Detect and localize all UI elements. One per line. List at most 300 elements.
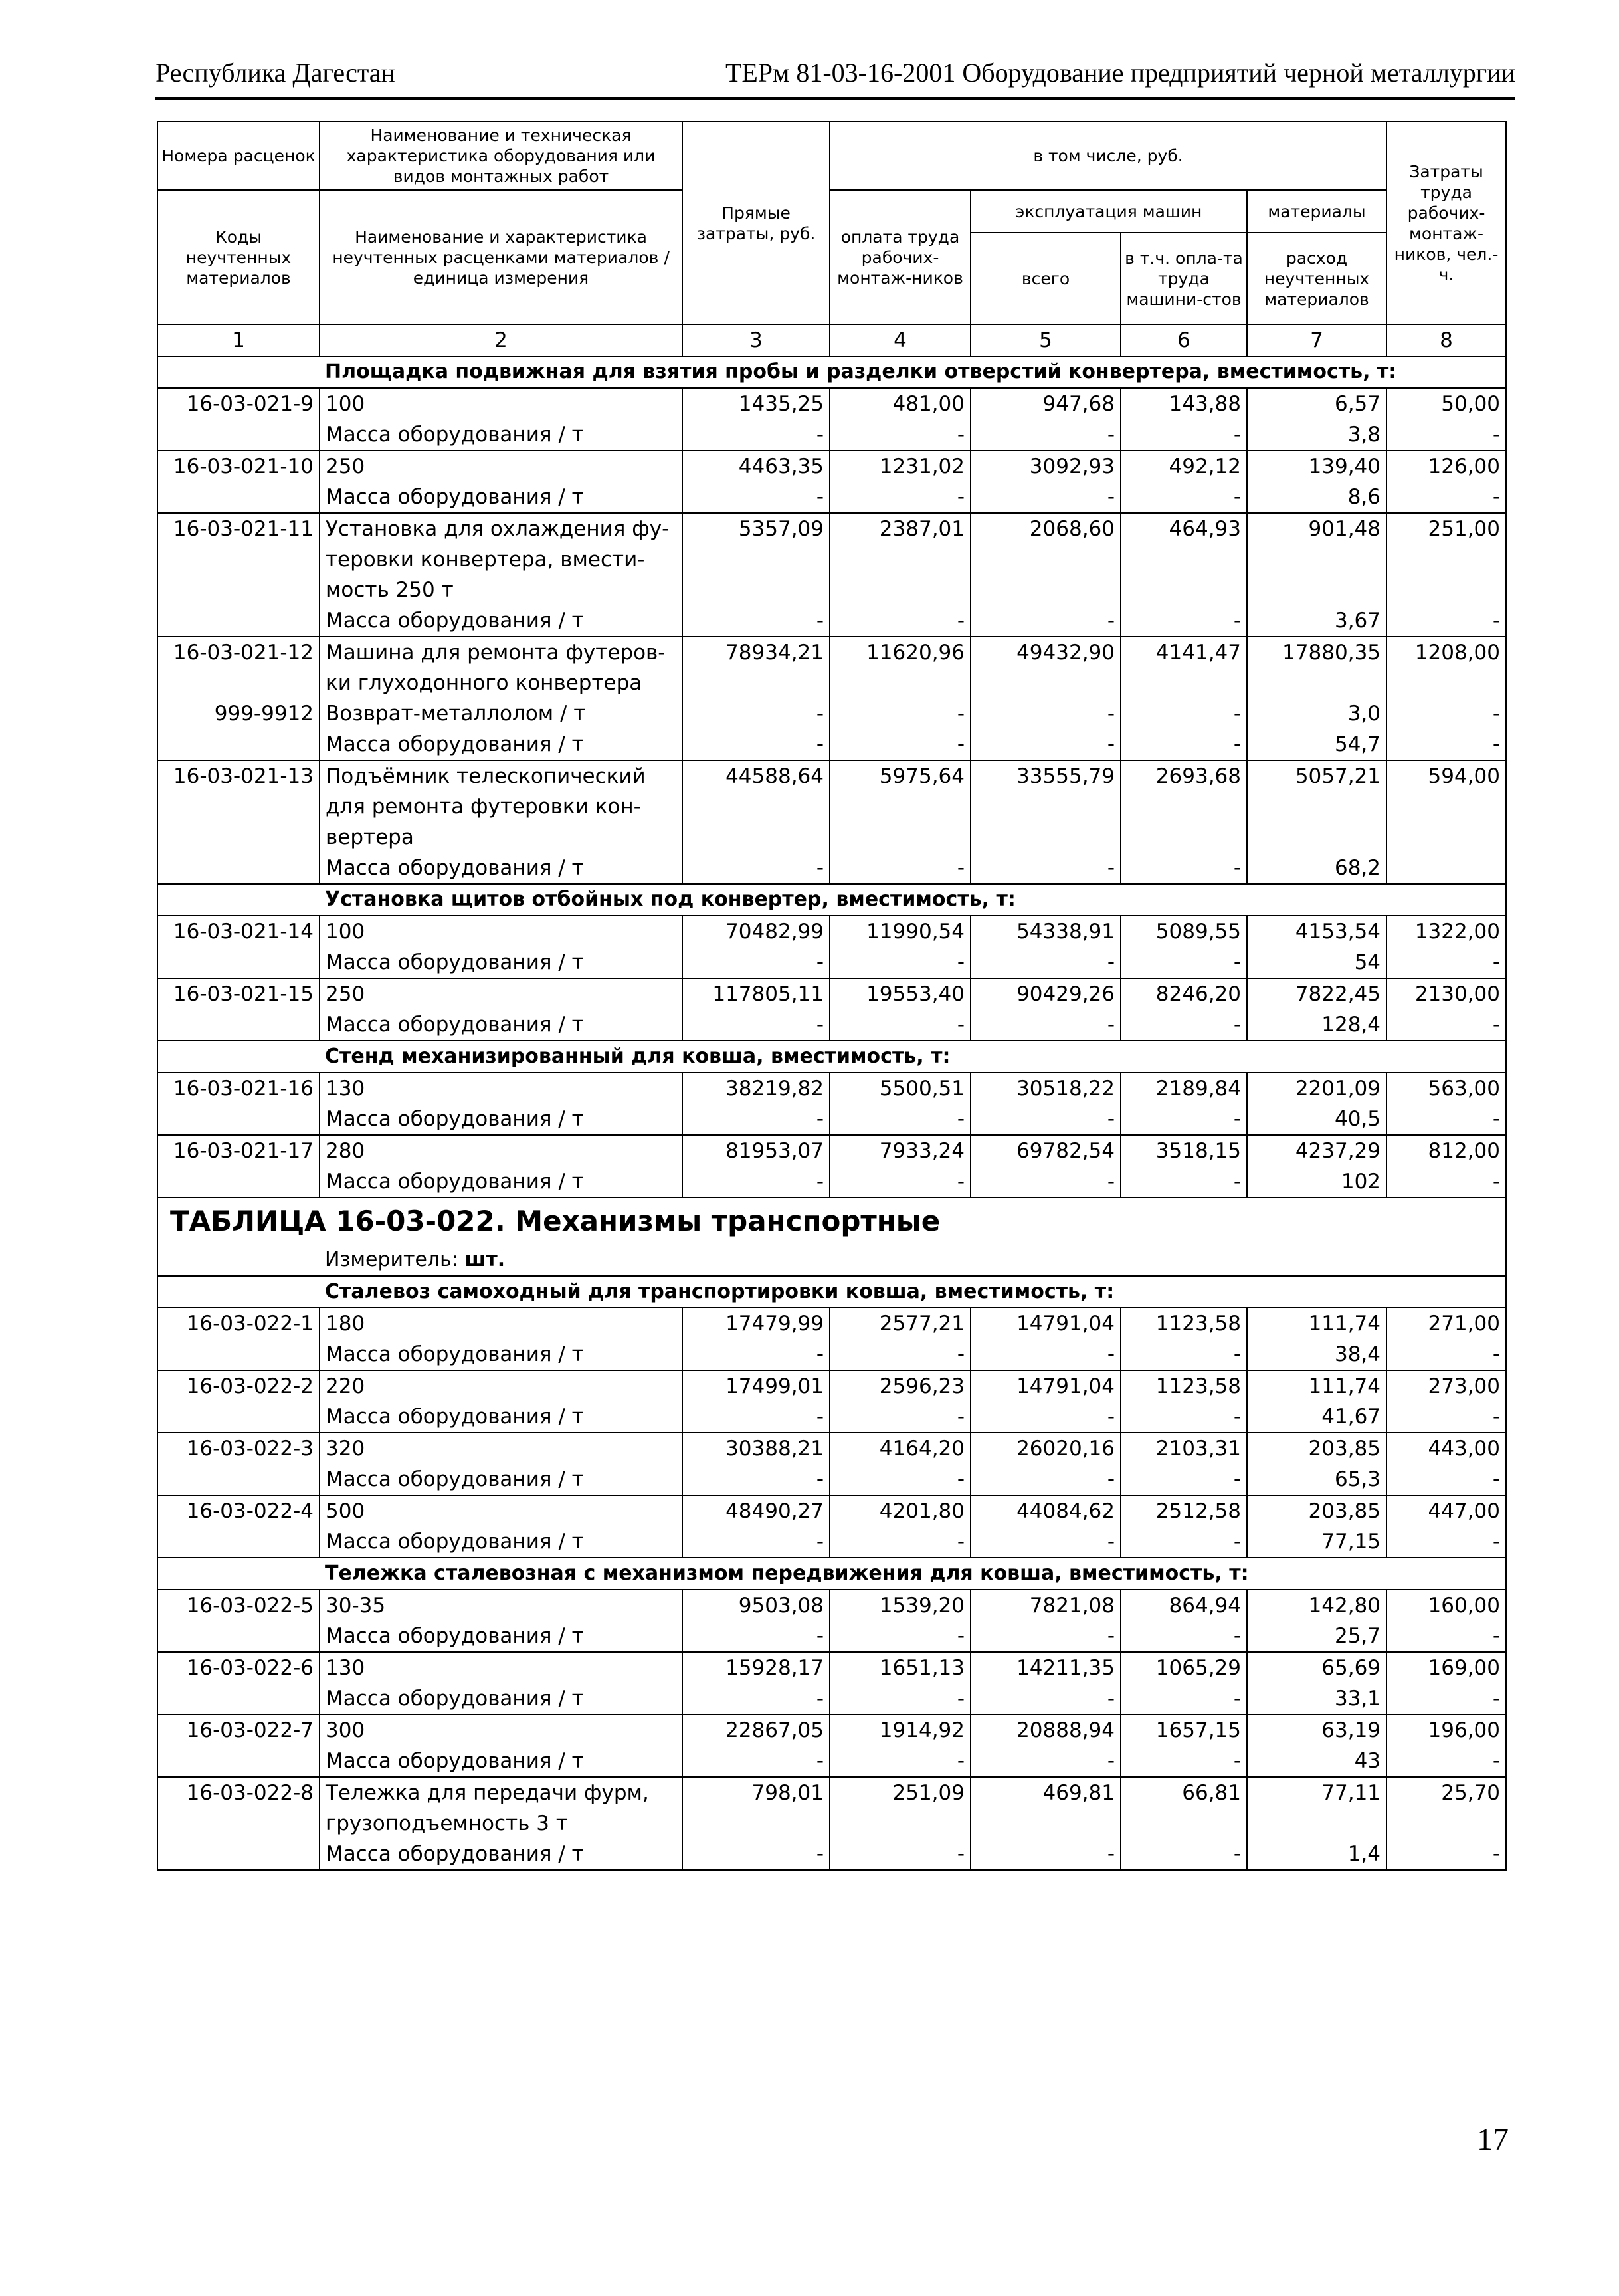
value-cell: - [971, 1683, 1121, 1715]
value-cell: - [682, 1526, 830, 1558]
value-cell: 251,09 [830, 1777, 971, 1808]
value-cell: - [1386, 698, 1506, 729]
col-header-worker-pay: оплата труда рабочих-монтаж-ников [830, 191, 971, 324]
value-cell: 7821,08 [971, 1590, 1121, 1621]
value-cell: - [830, 1839, 971, 1870]
col-header-direct-costs: Прямые затраты, руб. [682, 122, 830, 324]
rate-code: 16-03-022-3 [157, 1433, 320, 1464]
rate-code: 16-03-022-5 [157, 1590, 320, 1621]
value-cell: - [682, 1009, 830, 1041]
item-name: Масса оборудования / т [320, 1009, 682, 1041]
value-cell: - [971, 729, 1121, 760]
value-cell: - [1121, 1746, 1247, 1777]
value-cell: - [1386, 947, 1506, 978]
value-cell: - [971, 1839, 1121, 1870]
value-cell: 77,15 [1247, 1526, 1386, 1558]
table-title-row [157, 1198, 1506, 1245]
rate-code [157, 1526, 320, 1558]
value-cell: 143,88 [1121, 388, 1247, 419]
table-row [157, 1715, 1506, 1746]
value-cell: - [1386, 1402, 1506, 1433]
value-cell: - [1121, 1839, 1247, 1870]
value-cell: 9503,08 [682, 1590, 830, 1621]
value-cell: 7933,24 [830, 1135, 971, 1166]
table-row [157, 419, 1506, 451]
header-document-title: ТЕРм 81-03-16-2001 Оборудование предприятий черной металлургии [725, 58, 1515, 88]
value-cell: 11620,96 [830, 637, 971, 668]
value-cell [1386, 668, 1506, 698]
value-cell: - [1386, 1839, 1506, 1870]
col-header-materials: материалы [1248, 191, 1386, 233]
value-cell: 54,7 [1247, 729, 1386, 760]
rate-code: 16-03-021-14 [157, 916, 320, 947]
col-number: 7 [1247, 324, 1386, 356]
rate-code [157, 482, 320, 513]
value-cell [1121, 668, 1247, 698]
value-cell: 812,00 [1386, 1135, 1506, 1166]
measure-unit [320, 1245, 1506, 1276]
rate-code [157, 1009, 320, 1041]
value-cell: - [1386, 605, 1506, 637]
section-row [157, 1276, 1506, 1308]
value-cell: - [971, 482, 1121, 513]
table-row [157, 1308, 1506, 1339]
table-row [157, 605, 1506, 637]
value-cell [1121, 791, 1247, 822]
value-cell: - [1386, 1746, 1506, 1777]
value-cell: 901,48 [1247, 513, 1386, 544]
rate-code: 16-03-021-11 [157, 513, 320, 544]
value-cell [830, 668, 971, 698]
table-row [157, 1073, 1506, 1104]
table-row [157, 1746, 1506, 1777]
value-cell: - [682, 1402, 830, 1433]
value-cell: 2201,09 [1247, 1073, 1386, 1104]
value-cell [830, 822, 971, 853]
item-name: 130 [320, 1652, 682, 1683]
table-row [157, 1683, 1506, 1715]
section-spacer [157, 1245, 320, 1276]
value-cell: 464,93 [1121, 513, 1247, 544]
col-number: 3 [682, 324, 830, 356]
section-spacer [157, 1276, 320, 1308]
section-title: Тележка сталевозная с механизмом передвижения для ковша, вместимость, т: [320, 1558, 1506, 1590]
value-cell: 22867,05 [682, 1715, 830, 1746]
table-row [157, 1104, 1506, 1135]
value-cell: - [830, 698, 971, 729]
value-cell: - [830, 1683, 971, 1715]
value-cell [830, 791, 971, 822]
table-row [157, 1808, 1506, 1839]
table-row [157, 791, 1506, 822]
value-cell: 2068,60 [971, 513, 1121, 544]
value-cell: 169,00 [1386, 1652, 1506, 1683]
col-number: 1 [157, 324, 320, 356]
value-cell: 947,68 [971, 388, 1121, 419]
value-cell: 3,0 [1247, 698, 1386, 729]
value-cell: - [830, 605, 971, 637]
section-row [157, 356, 1506, 388]
value-cell: 7822,45 [1247, 978, 1386, 1009]
value-cell [1386, 544, 1506, 575]
value-cell: 2103,31 [1121, 1433, 1247, 1464]
value-cell: 69782,54 [971, 1135, 1121, 1166]
value-cell: 90429,26 [971, 978, 1121, 1009]
item-name: для ремонта футеровки кон- [320, 791, 682, 822]
value-cell [1247, 668, 1386, 698]
value-cell: - [1386, 1621, 1506, 1652]
item-name: 250 [320, 451, 682, 482]
value-cell [682, 791, 830, 822]
col-number: 4 [830, 324, 971, 356]
value-cell [682, 1808, 830, 1839]
col-header-labor-hours: Затраты труда рабочих-монтаж-ников, чел.-ч. [1386, 122, 1506, 324]
item-name: Масса оборудования / т [320, 1746, 682, 1777]
value-cell: 1435,25 [682, 388, 830, 419]
table-title: ТАБЛИЦА 16-03-022. Механизмы транспортные [157, 1198, 1506, 1245]
value-cell: 117805,11 [682, 978, 830, 1009]
value-cell: 26020,16 [971, 1433, 1121, 1464]
value-cell: 54338,91 [971, 916, 1121, 947]
value-cell: - [682, 419, 830, 451]
col-number: 2 [320, 324, 682, 356]
value-cell: - [1121, 1621, 1247, 1652]
item-name: Масса оборудования / т [320, 1166, 682, 1198]
value-cell: 1,4 [1247, 1839, 1386, 1870]
value-cell: 40,5 [1247, 1104, 1386, 1135]
item-name: 30-35 [320, 1590, 682, 1621]
value-cell: - [682, 1464, 830, 1495]
rate-code [157, 544, 320, 575]
value-cell: 4201,80 [830, 1495, 971, 1526]
value-cell: - [830, 1339, 971, 1370]
value-cell: - [682, 853, 830, 884]
value-cell: 203,85 [1247, 1495, 1386, 1526]
item-name: мость 250 т [320, 575, 682, 605]
value-cell: 65,3 [1247, 1464, 1386, 1495]
value-cell: 3,67 [1247, 605, 1386, 637]
item-name: 130 [320, 1073, 682, 1104]
item-name: Масса оборудования / т [320, 1464, 682, 1495]
value-cell: 48490,27 [682, 1495, 830, 1526]
value-cell: - [971, 1746, 1121, 1777]
value-cell: 5089,55 [1121, 916, 1247, 947]
value-cell: - [971, 1009, 1121, 1041]
value-cell [830, 544, 971, 575]
rate-code: 16-03-021-15 [157, 978, 320, 1009]
item-name: Возврат-металлолом / т [320, 698, 682, 729]
value-cell: 2596,23 [830, 1370, 971, 1402]
item-name: Масса оборудования / т [320, 419, 682, 451]
col-header-material-codes: Коды неучтенных материалов [157, 190, 320, 324]
value-cell: - [1121, 1166, 1247, 1198]
value-cell: - [1121, 729, 1247, 760]
value-cell: - [1386, 419, 1506, 451]
value-cell: 3092,93 [971, 451, 1121, 482]
value-cell: - [971, 1339, 1121, 1370]
value-cell [682, 575, 830, 605]
value-cell: 2130,00 [1386, 978, 1506, 1009]
table-row [157, 1526, 1506, 1558]
item-name: Масса оборудования / т [320, 1402, 682, 1433]
rate-code: 16-03-021-13 [157, 760, 320, 791]
table-row [157, 451, 1506, 482]
item-name: 220 [320, 1370, 682, 1402]
rate-code: 16-03-021-10 [157, 451, 320, 482]
table-row [157, 760, 1506, 791]
value-cell [1121, 544, 1247, 575]
value-cell [1386, 1808, 1506, 1839]
value-cell [830, 1808, 971, 1839]
item-name: грузоподъемность 3 т [320, 1808, 682, 1839]
value-cell: 4141,47 [1121, 637, 1247, 668]
section-title: Установка щитов отбойных под конвертер, вместимость, т: [320, 884, 1506, 916]
value-cell: 273,00 [1386, 1370, 1506, 1402]
value-cell: - [971, 1621, 1121, 1652]
value-cell: - [1121, 1402, 1247, 1433]
value-cell [1121, 1808, 1247, 1839]
value-cell: 8246,20 [1121, 978, 1247, 1009]
value-cell: - [682, 1839, 830, 1870]
value-cell: 1065,29 [1121, 1652, 1247, 1683]
value-cell: 14211,35 [971, 1652, 1121, 1683]
value-cell: 25,7 [1247, 1621, 1386, 1652]
value-cell: 594,00 [1386, 760, 1506, 791]
value-cell [971, 544, 1121, 575]
value-cell: 1657,15 [1121, 1715, 1247, 1746]
value-cell [830, 575, 971, 605]
rate-code: 16-03-022-1 [157, 1308, 320, 1339]
item-name: ки глуходонного конвертера [320, 668, 682, 698]
value-cell: 5057,21 [1247, 760, 1386, 791]
value-cell: 5357,09 [682, 513, 830, 544]
rate-code [157, 419, 320, 451]
rate-code: 16-03-021-17 [157, 1135, 320, 1166]
value-cell: - [830, 1526, 971, 1558]
table-row [157, 482, 1506, 513]
value-cell: 196,00 [1386, 1715, 1506, 1746]
section-title: Стенд механизированный для ковша, вместимость, т: [320, 1041, 1506, 1073]
item-name: теровки конвертера, вмести- [320, 544, 682, 575]
col-header-name: Наименование и техническая характеристика оборудования или видов монтажных работ [320, 122, 682, 190]
value-cell: 14791,04 [971, 1370, 1121, 1402]
item-name: Масса оборудования / т [320, 1839, 682, 1870]
value-cell: 2512,58 [1121, 1495, 1247, 1526]
value-cell [971, 575, 1121, 605]
header-divider [155, 97, 1515, 100]
table-row [157, 668, 1506, 698]
rate-code: 16-03-021-12 [157, 637, 320, 668]
value-cell: - [1386, 1526, 1506, 1558]
table-row [157, 698, 1506, 729]
item-name: 300 [320, 1715, 682, 1746]
value-cell: 33,1 [1247, 1683, 1386, 1715]
item-name: Масса оборудования / т [320, 605, 682, 637]
value-cell: 2387,01 [830, 513, 971, 544]
value-cell: - [682, 1166, 830, 1198]
value-cell: 44084,62 [971, 1495, 1121, 1526]
value-cell: 14791,04 [971, 1308, 1121, 1339]
item-name: Масса оборудования / т [320, 1104, 682, 1135]
value-cell: - [1121, 605, 1247, 637]
value-cell: 70482,99 [682, 916, 830, 947]
value-cell: - [1386, 1166, 1506, 1198]
table-row [157, 853, 1506, 884]
value-cell: - [830, 729, 971, 760]
value-cell: 111,74 [1247, 1370, 1386, 1402]
value-cell [971, 1808, 1121, 1839]
value-cell: 4153,54 [1247, 916, 1386, 947]
value-cell: 1651,13 [830, 1652, 971, 1683]
page-number: 17 [1477, 2122, 1509, 2157]
value-cell: - [830, 1621, 971, 1652]
section-spacer [157, 1558, 320, 1590]
value-cell: - [1121, 853, 1247, 884]
measure-value: шт. [464, 1248, 506, 1271]
value-cell [1121, 822, 1247, 853]
col-number: 5 [971, 324, 1121, 356]
value-cell: 41,67 [1247, 1402, 1386, 1433]
value-cell: - [971, 1104, 1121, 1135]
value-cell [1247, 575, 1386, 605]
item-name: Масса оборудования / т [320, 482, 682, 513]
item-name: 250 [320, 978, 682, 1009]
value-cell: - [682, 698, 830, 729]
item-name: Установка для охлаждения фу- [320, 513, 682, 544]
value-cell: 66,81 [1121, 1777, 1247, 1808]
value-cell: 19553,40 [830, 978, 971, 1009]
value-cell [971, 791, 1121, 822]
rate-code [157, 1621, 320, 1652]
value-cell: - [830, 482, 971, 513]
rate-code: 16-03-022-6 [157, 1652, 320, 1683]
value-cell: 102 [1247, 1166, 1386, 1198]
value-cell: 17479,99 [682, 1308, 830, 1339]
col-header-material-name: Наименование и характеристика неучтенных расценками материалов / единица измерения [320, 190, 682, 324]
measure-label: Измеритель: [325, 1248, 458, 1271]
table-row [157, 822, 1506, 853]
value-cell [682, 822, 830, 853]
value-cell: 30388,21 [682, 1433, 830, 1464]
value-cell: - [971, 1526, 1121, 1558]
item-name: Масса оборудования / т [320, 1683, 682, 1715]
value-cell: 5975,64 [830, 760, 971, 791]
section-row [157, 884, 1506, 916]
value-cell: 126,00 [1386, 451, 1506, 482]
value-cell: 798,01 [682, 1777, 830, 1808]
value-cell: - [971, 605, 1121, 637]
value-cell: 1231,02 [830, 451, 971, 482]
value-cell: - [830, 1464, 971, 1495]
value-cell: 160,00 [1386, 1590, 1506, 1621]
value-cell: 17880,35 [1247, 637, 1386, 668]
rate-code [157, 1808, 320, 1839]
col-header-material-usage: расход неучтенных материалов [1264, 248, 1370, 309]
value-cell: - [971, 698, 1121, 729]
value-cell: - [830, 1166, 971, 1198]
section-title: Сталевоз самоходный для транспортировки ковша, вместимость, т: [320, 1276, 1506, 1308]
table-row [157, 1839, 1506, 1870]
rate-code [157, 1683, 320, 1715]
rate-code [157, 1746, 320, 1777]
value-cell [682, 668, 830, 698]
value-cell: - [1121, 1009, 1247, 1041]
value-cell: - [682, 605, 830, 637]
table-row [157, 947, 1506, 978]
item-name: 320 [320, 1433, 682, 1464]
value-cell: - [971, 1166, 1121, 1198]
table-row [157, 575, 1506, 605]
value-cell: 77,11 [1247, 1777, 1386, 1808]
value-cell: - [1121, 1339, 1247, 1370]
value-cell: 1123,58 [1121, 1370, 1247, 1402]
value-cell: 2693,68 [1121, 760, 1247, 791]
value-cell: - [1121, 1104, 1247, 1135]
value-cell: 63,19 [1247, 1715, 1386, 1746]
value-cell: 447,00 [1386, 1495, 1506, 1526]
value-cell: 1539,20 [830, 1590, 971, 1621]
value-cell: - [971, 419, 1121, 451]
rate-code [157, 729, 320, 760]
value-cell [1386, 575, 1506, 605]
item-name: Масса оборудования / т [320, 729, 682, 760]
value-cell: - [971, 1402, 1121, 1433]
value-cell: - [1121, 1464, 1247, 1495]
rate-code: 16-03-022-4 [157, 1495, 320, 1526]
value-cell: 1322,00 [1386, 916, 1506, 947]
value-cell: 139,40 [1247, 451, 1386, 482]
value-cell [1386, 853, 1506, 884]
rate-code: 999-9912 [157, 698, 320, 729]
value-cell: 38,4 [1247, 1339, 1386, 1370]
value-cell: - [830, 1009, 971, 1041]
value-cell: - [830, 1402, 971, 1433]
value-cell: - [830, 947, 971, 978]
value-cell: 20888,94 [971, 1715, 1121, 1746]
value-cell: 30518,22 [971, 1073, 1121, 1104]
table-row [157, 1777, 1506, 1808]
value-cell: 6,57 [1247, 388, 1386, 419]
table-row [157, 1495, 1506, 1526]
value-cell: 563,00 [1386, 1073, 1506, 1104]
item-name: Подъёмник телескопический [320, 760, 682, 791]
rate-code [157, 822, 320, 853]
value-cell [1247, 791, 1386, 822]
value-cell: 203,85 [1247, 1433, 1386, 1464]
value-cell: 50,00 [1386, 388, 1506, 419]
value-cell: 17499,01 [682, 1370, 830, 1402]
rate-code [157, 668, 320, 698]
section-title: Площадка подвижная для взятия пробы и разделки отверстий конвертера, вместимость, т: [320, 356, 1506, 388]
value-cell: - [682, 1683, 830, 1715]
value-cell: 492,12 [1121, 451, 1247, 482]
value-cell: 1914,92 [830, 1715, 971, 1746]
value-cell: 469,81 [971, 1777, 1121, 1808]
value-cell [682, 544, 830, 575]
value-cell: - [971, 947, 1121, 978]
value-cell: - [830, 853, 971, 884]
header-region: Республика Дагестан [155, 58, 395, 88]
item-name: Масса оборудования / т [320, 947, 682, 978]
value-cell: - [830, 1104, 971, 1135]
col-header-machines: эксплуатация машин [971, 191, 1246, 233]
value-cell: - [1386, 729, 1506, 760]
value-cell: 49432,90 [971, 637, 1121, 668]
value-cell: - [1121, 947, 1247, 978]
table-row [157, 1652, 1506, 1683]
value-cell: 864,94 [1121, 1590, 1247, 1621]
value-cell: 481,00 [830, 388, 971, 419]
